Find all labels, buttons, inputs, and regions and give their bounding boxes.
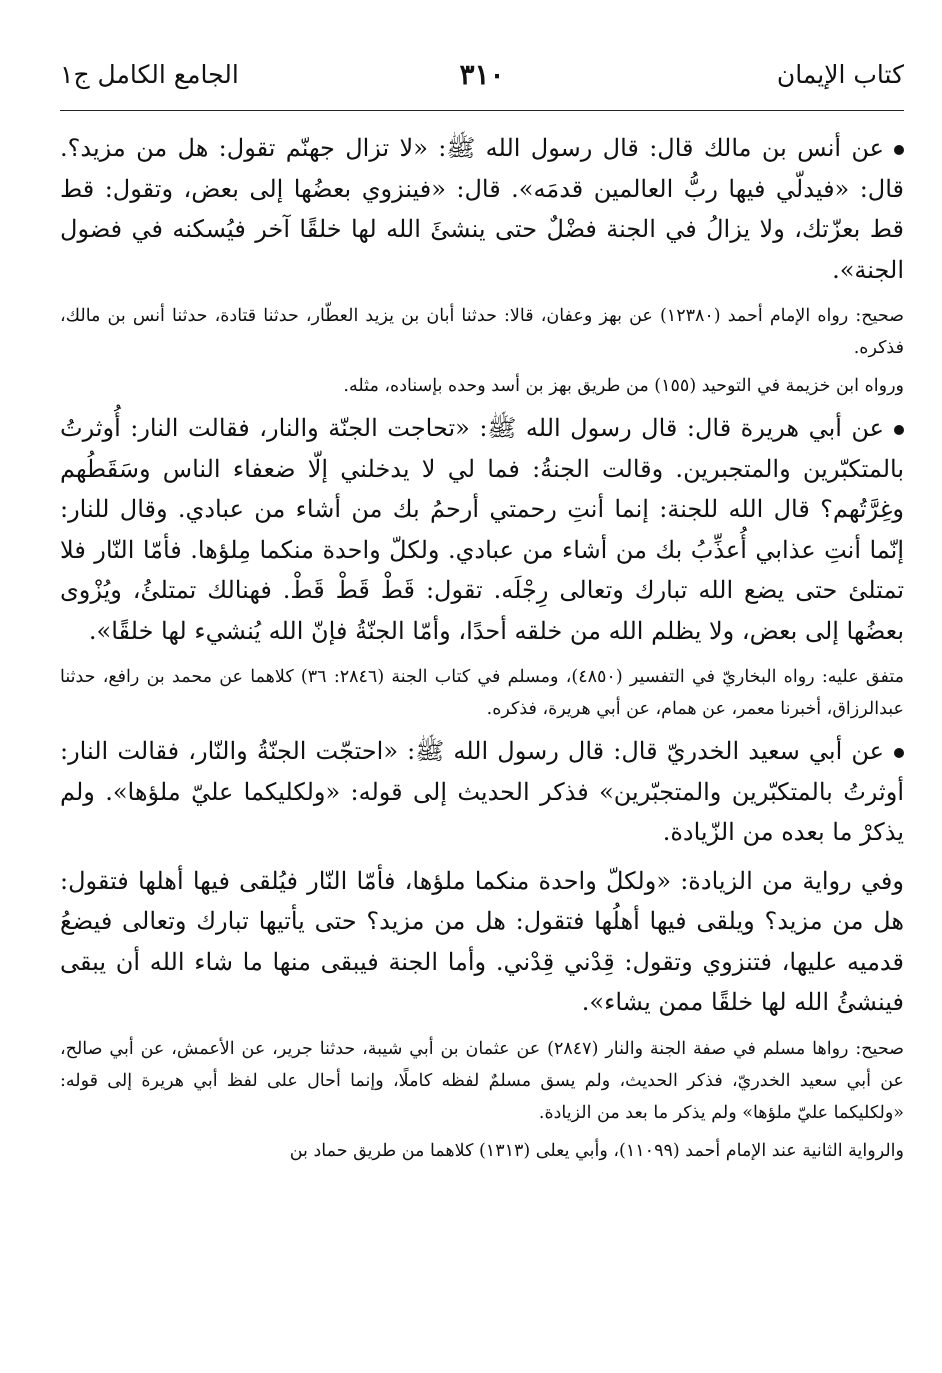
takhrij-note: صحيح: رواها مسلم في صفة الجنة والنار (٢٨٤٧) عن عثمان بن أبي شيبة، حدثنا جرير، عن الأعمش، عن أبي صالح، عن أبي سعيد الخدريّ، فذكر الحديث، ولم يسق مسلمٌ لفظه كاملًا، وإنما أحال على لفظ أبي هريرة إلى قوله: «ولكليكما عليّ ملؤها» ولم يذكر ما بعد من الزيادة. (60, 1038, 904, 1123)
book-page (60, 54, 904, 1353)
takhrij-note: صحيح: رواه الإمام أحمد (١٢٣٨٠) عن بهز وعفان، قالا: حدثنا أبان بن يزيد العطّار، حدثنا قتادة، حدثنا أنس بن مالك، فذكره. (60, 306, 904, 358)
hadith-paragraph (60, 128, 904, 290)
takhrij-note: والرواية الثانية عند الإمام أحمد (١١٠٩٩)، وأبي يعلى (١٣١٣) كلاهما من طريق حماد بن (289, 1140, 904, 1161)
chapter-title: كتاب الإيمان (776, 60, 904, 89)
takhrij-note: متفق عليه: رواه البخاريّ في التفسير (٤٨٥٠)، ومسلم في كتاب الجنة (٢٨٤٦: ٣٦) كلاهما عن محمد بن رافع، حدثنا عبدالرزاق، أخبرنا معمر، عن همام، عن أبي هريرة، فذكره. (60, 667, 904, 719)
page-body (60, 128, 904, 1167)
hadith-variant-paragraph: وفي رواية من الزيادة: «ولكلّ واحدة منكما ملؤها، فأمّا النّار فيُلقى فيها أهلها فتقول: هل من مزيد؟ ويلقى فيها أهلُها فتقول: هل من مزيد؟ حتى يأتيها تبارك وتعالى فيضعُ قدميه عليها، فتنزوي وتقول: قِدْني قِدْني. وأما الجنة فيبقى منها ما شاء الله أن يبقى فينشئُ الله لها خلقًا ممن يشاء». (60, 866, 904, 1016)
running-header (60, 54, 904, 114)
hadith-text: عن أبي سعيد الخدريّ قال: قال رسول الله ﷺ: «احتجّت الجنّةُ والنّار، فقالت النار: أوثرتُ بالمتكبّرين والمتجبّرين» فذكر الحديث إلى قوله: «ولكليكما عليّ ملؤها». ولم يذكرْ ما بعده من الزّيادة. (60, 737, 904, 846)
page-number: ٣١٠ (459, 58, 505, 91)
hadith-text: عن أنس بن مالك قال: قال رسول الله ﷺ: «لا تزال جهنّم تقول: هل من مزيد؟. قال: «فيدلّي فيها ربُّ العالمين قدمَه». قال: «فينزوي بعضُها إلى بعض، وتقول: قط قط بعزّتك، ولا يزالُ في الجنة فضْلٌ حتى ينشئَ الله لها خلقًا آخر فيُسكنه في فضول الجنة». (60, 134, 904, 284)
hadith-text: عن أبي هريرة قال: قال رسول الله ﷺ: «تحاجت الجنّة والنار، فقالت النار: أُوثرتُ بالمتكبّرين والمتجبرين. وقالت الجنةُ: فما لي لا يدخلني إلّا ضعفاء الناس وسَقَطُهم وغِرَّتُهم؟ قال الله للجنة: إنما أنتِ رحمتي أرحمُ بك من أشاء من عبادي. وقال للنار: إنّما أنتِ عذابي أُعذِّبُ بك من أشاء من عبادي. ولكلّ واحدة منكما مِلؤها. فأمّا النّار فلا تمتلئ حتى يضع الله تبارك وتعالى رِجْلَه. تقول: قَطْ قَطْ قَطْ. فهنالك تمتلئُ، ويُزْوى بعضُها إلى بعض، ولا يظلم الله من خلقه أحدًا، وأمّا الجنّةُ فإنّ الله يُنشيء لها خلقًا». (60, 414, 904, 645)
hadith-paragraph (60, 408, 904, 651)
bullet-icon (894, 748, 904, 758)
header-rule (60, 110, 904, 111)
bullet-icon (894, 425, 904, 435)
book-title: الجامع الكامل ج١ (60, 60, 239, 89)
hadith-paragraph (60, 731, 904, 853)
takhrij-note: ورواه ابن خزيمة في التوحيد (١٥٥) من طريق بهز بن أسد وحده بإسناده، مثله. (343, 376, 904, 396)
bullet-icon (894, 145, 904, 155)
